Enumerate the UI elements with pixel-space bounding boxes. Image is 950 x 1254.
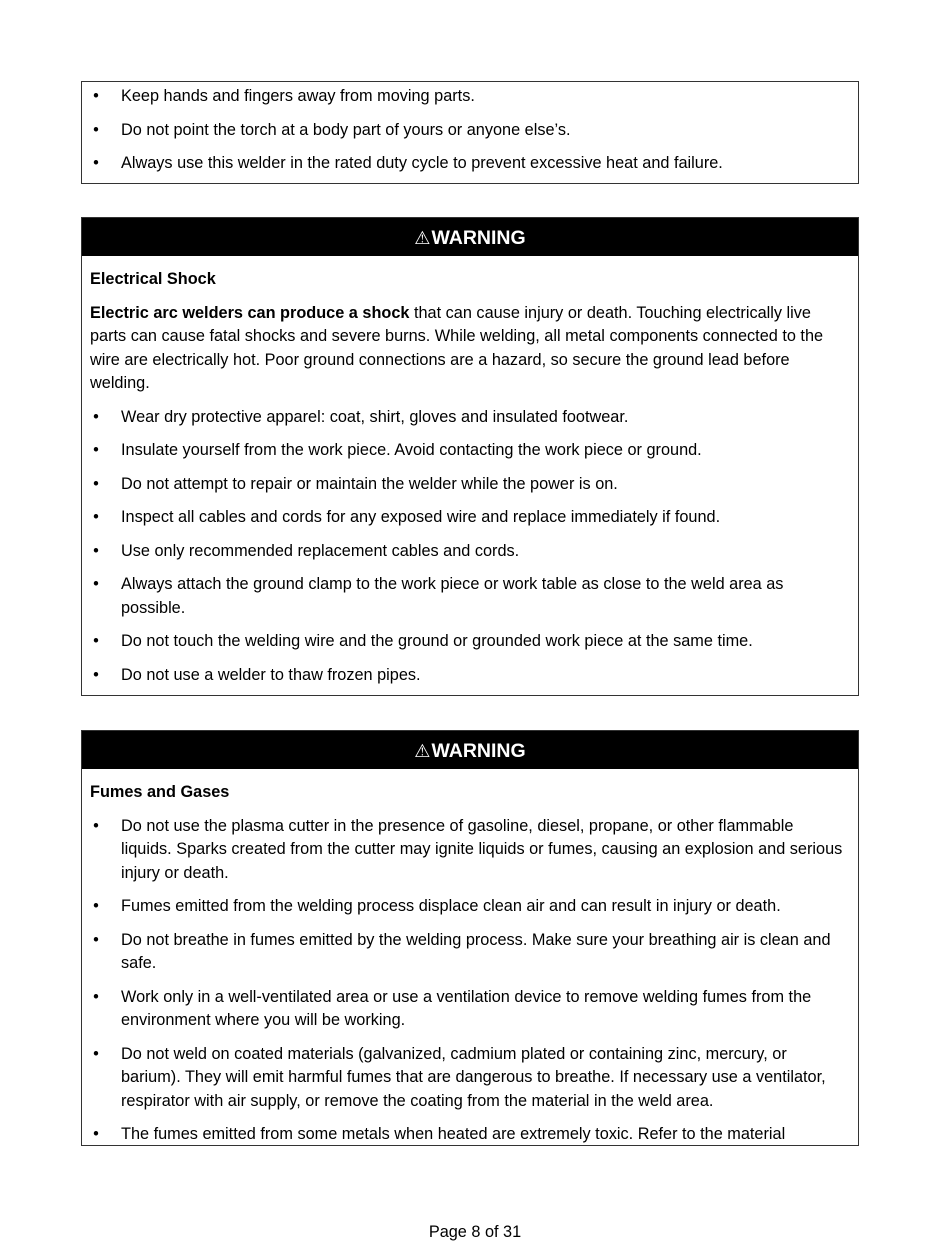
list-item — [90, 1043, 848, 1114]
intro-text: that can cause injury or death. Touching electrically live parts can cause fatal shocks and severe burns. While welding, all metal components connected to the wire are electrically hot. Poor ground connections are a hazard, so secure the ground lead before welding. — [90, 303, 824, 392]
list-item — [90, 439, 848, 463]
list-item-text: Do not touch the welding wire and the ground or grounded work piece at the same time. — [121, 632, 753, 650]
section-heading: Electrical Shock — [90, 270, 216, 288]
list-item — [90, 85, 848, 109]
list-item-text: Do not use a welder to thaw frozen pipes. — [121, 665, 421, 684]
list-item-text: Do not point the torch at a body part of yours or anyone else’s. — [121, 120, 571, 139]
list-item — [90, 929, 848, 976]
list-item-text: Do not attempt to repair or maintain the welder while the power is on. — [121, 474, 618, 493]
list-item-text: Keep hands and fingers away from moving parts. — [121, 87, 475, 105]
safety-box-continued — [81, 81, 859, 184]
list-item — [90, 986, 848, 1033]
warning-title: WARNING — [431, 227, 526, 249]
bullet-icon: • — [93, 575, 99, 593]
list-item — [90, 895, 848, 919]
bullet-icon: • — [93, 816, 99, 835]
list-item — [90, 506, 848, 530]
box-content — [82, 85, 858, 176]
list-item-text: Inspect all cables and cords for any exposed wire and replace immediately if found. — [121, 508, 721, 526]
list-item-text: Always use this welder in the rated duty cycle to prevent excessive heat and failure. — [121, 154, 723, 172]
intro-paragraph — [90, 302, 848, 396]
list-item-text: Do not weld on coated materials (galvanized, cadmium plated or containing zinc, mercury, or barium). They will emit harmful fumes that are dangerous to breathe. If necessary use a ventilator, respirator with air supply, or remove the coating from the material in the weld area. — [121, 1044, 826, 1110]
bullet-icon: • — [93, 1044, 99, 1063]
warning-triangle-icon: ⚠ — [414, 228, 431, 248]
bullet-icon: • — [93, 87, 99, 105]
list-item — [90, 1123, 848, 1146]
bullet-icon: • — [93, 407, 99, 426]
list-item-text: Work only in a well-ventilated area or use a ventilation device to remove welding fumes from the environment where you will be working. — [121, 987, 812, 1029]
list-item-text: Use only recommended replacement cables and cords. — [121, 541, 520, 560]
list-item-text: Wear dry protective apparel: coat, shirt, gloves and insulated footwear. — [121, 407, 629, 426]
bullet-icon: • — [93, 987, 99, 1006]
list-item — [90, 152, 848, 176]
list-item-text: Always attach the ground clamp to the work piece or work table as close to the weld area as possible. — [121, 575, 784, 617]
box-content — [82, 256, 858, 687]
list-item — [90, 573, 848, 620]
list-item — [90, 630, 848, 654]
bullet-icon: • — [93, 897, 99, 915]
bullet-icon: • — [93, 1125, 99, 1143]
list-item — [90, 119, 848, 143]
bullet-icon: • — [93, 541, 99, 560]
list-item-text: Do not use the plasma cutter in the presence of gasoline, diesel, propane, or other flammable liquids. Sparks created from the cutter may ignite liquids or fumes, causing an explosion and serious injury or death. — [121, 816, 843, 882]
list-item-text: The fumes emitted from some metals when heated are extremely toxic. Refer to the material — [121, 1125, 786, 1143]
warning-box-fumes-gases — [81, 730, 859, 1146]
bullet-list — [90, 815, 848, 1147]
warning-box-electrical-shock — [81, 217, 859, 696]
bullet-icon: • — [93, 632, 99, 650]
warning-header — [82, 731, 858, 769]
bullet-icon: • — [93, 441, 99, 459]
list-item — [90, 540, 848, 564]
list-item — [90, 473, 848, 497]
list-item-text: Insulate yourself from the work piece. Avoid contacting the work piece or ground. — [121, 441, 702, 459]
intro-bold-text: Electric arc welders can produce a shock — [90, 303, 410, 322]
list-item — [90, 406, 848, 430]
bullet-icon: • — [93, 665, 99, 684]
list-item-text: Do not breathe in fumes emitted by the welding process. Make sure your breathing air is clean and safe. — [121, 930, 831, 972]
list-item-text: Fumes emitted from the welding process displace clean air and can result in injury or death. — [121, 897, 781, 915]
list-item — [90, 664, 848, 688]
page-number: Page 8 of 31 — [428, 1223, 522, 1241]
list-item — [90, 815, 848, 886]
bullet-list — [90, 85, 848, 176]
bullet-list — [90, 406, 848, 688]
bullet-icon: • — [93, 154, 99, 172]
bullet-icon: • — [93, 474, 99, 493]
box-content — [82, 769, 858, 1146]
section-heading: Fumes and Gases — [90, 783, 230, 801]
warning-header — [82, 218, 858, 256]
warning-title: WARNING — [431, 740, 526, 762]
bullet-icon: • — [93, 120, 99, 139]
bullet-icon: • — [93, 508, 99, 526]
bullet-icon: • — [93, 930, 99, 949]
warning-triangle-icon: ⚠ — [414, 741, 431, 761]
